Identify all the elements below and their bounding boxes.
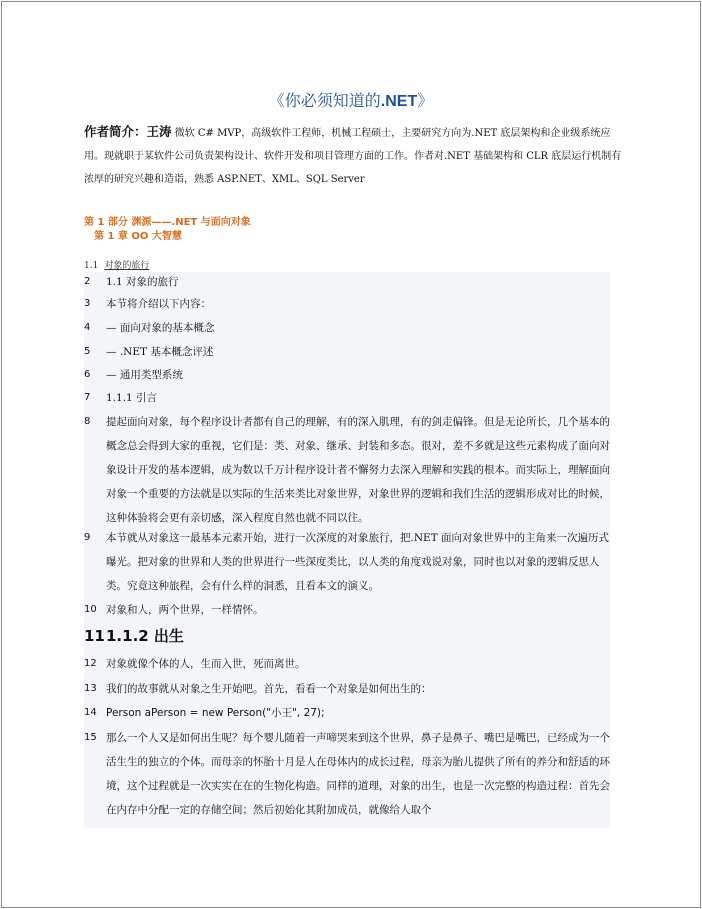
line-text: 对象就像个体的人，生而入世，死而离世。 xyxy=(106,658,306,670)
line-text: — .NET 基本概念评述 xyxy=(106,346,214,358)
toc-link[interactable]: 对象的旅行 xyxy=(104,261,150,271)
line-number: 10 xyxy=(84,604,97,615)
line-text: 本节就从对象这一最基本元素开始，进行一次深度的对象旅行，把.NET 面向对象世界中的主角来一次遍历式曝光。把对象的世界和人类的世界进行一些深度类比，以人类的角度戏说对象，同时也以对象的逻辑反思人类。究竟这种旅程，会有什么样的洞悉，且看本文的演义。 xyxy=(106,532,610,592)
line-number: 8 xyxy=(84,416,91,427)
list-item xyxy=(84,318,610,338)
list-item xyxy=(84,365,610,385)
line-number: 4 xyxy=(84,322,91,333)
part-title: 第 1 部分 渊源——.NET 与面向对象 xyxy=(84,217,251,228)
line-text: — 面向对象的基本概念 xyxy=(106,322,215,334)
line-number: 6 xyxy=(84,369,91,380)
part-heading xyxy=(84,216,251,244)
line-text: 对象和人，两个世界，一样情怀。 xyxy=(106,604,264,616)
line-number: 2 xyxy=(84,276,91,287)
title-prefix: 《你必须知道的 xyxy=(268,93,381,110)
author-intro xyxy=(84,120,624,191)
line-text: 那么一个人又是如何出生呢？每个婴儿随着一声啼哭来到这个世界，鼻子是鼻子、嘴巴是嘴巴，已经成为一个活生生的独立的个体。而母亲的怀胎十月是人在母体内的成长过程，母亲为胎儿提供了所有的养分和舒适的环境，这个过程就是一次实实在在的生物化构造。同样的道理，对象的出生，也是一次完整的构造过程：首先会在内存中分配一定的存储空间；然后初始化其附加成员，就像给人取个 xyxy=(106,732,610,816)
list-item xyxy=(84,294,610,314)
list-item xyxy=(84,526,610,598)
code-line xyxy=(84,702,610,724)
line-number: 12 xyxy=(84,658,97,669)
line-number: 14 xyxy=(84,707,97,718)
list-item xyxy=(84,726,610,822)
line-text: 1.1 对象的旅行 xyxy=(106,276,179,288)
list-item xyxy=(84,342,610,362)
toc-entry xyxy=(84,258,149,271)
line-number: 11 xyxy=(84,627,105,645)
line-text: 本节将介绍以下内容： xyxy=(106,298,211,310)
line-text: 1.1.2 出生 xyxy=(106,627,184,645)
list-item xyxy=(84,653,610,675)
line-number: 5 xyxy=(84,346,91,357)
author-lead: 作者简介：王涛 xyxy=(84,124,172,139)
line-number: 7 xyxy=(84,392,91,403)
line-number: 9 xyxy=(84,532,91,543)
line-number: 13 xyxy=(84,683,97,694)
line-text: — 通用类型系统 xyxy=(106,369,183,381)
author-text: 微软 C# MVP，高级软件工程师，机械工程硕士，主要研究方向为.NET 底层架构和企业级系统应用。现就职于某软件公司负责架构设计、软件开发和项目管理方面的工作。作者对.NET 基础架构和 CLR 底层运行机制有浓厚的研究兴趣和造诣，熟悉 ASP.NET、XML、SQL Server xyxy=(84,128,622,185)
section-heading xyxy=(84,622,610,650)
chapter-title: 第 1 章 OO 大智慧 xyxy=(94,231,182,242)
line-number: 15 xyxy=(84,732,97,743)
list-item xyxy=(84,598,610,622)
list-item xyxy=(84,272,610,292)
line-text: Person aPerson = new Person("小王", 27); xyxy=(106,707,325,719)
document-title xyxy=(0,88,702,111)
list-item xyxy=(84,410,610,530)
line-text: 提起面向对象，每个程序设计者都有自己的理解，有的深入肌理，有的剑走偏锋。但是无论所长，几个基本的概念总会得到大家的重视，它们是：类、对象、继承、封装和多态。很对，差不多就是这些元素构成了面向对象设计开发的基本逻辑，成为数以千万计程序设计者不懈努力去深入理解和实践的根本。而实际上，理解面向对象一个重要的方法就是以实际的生活来类比对象世界，对象世界的逻辑和我们生活的逻辑形成对比的时候，这种体验将会更有亲切感，深入程度自然也就不同以往。 xyxy=(106,416,610,524)
title-net: .NET xyxy=(380,93,418,110)
line-text: 我们的故事就从对象之生开始吧。首先，看看一个对象是如何出生的： xyxy=(106,683,432,695)
line-text: 1.1.1 引言 xyxy=(106,392,158,404)
title-suffix: 》 xyxy=(417,93,434,110)
line-number: 3 xyxy=(84,298,91,309)
toc-number: 1.1 xyxy=(84,261,99,271)
list-item xyxy=(84,388,610,408)
list-item xyxy=(84,678,610,700)
